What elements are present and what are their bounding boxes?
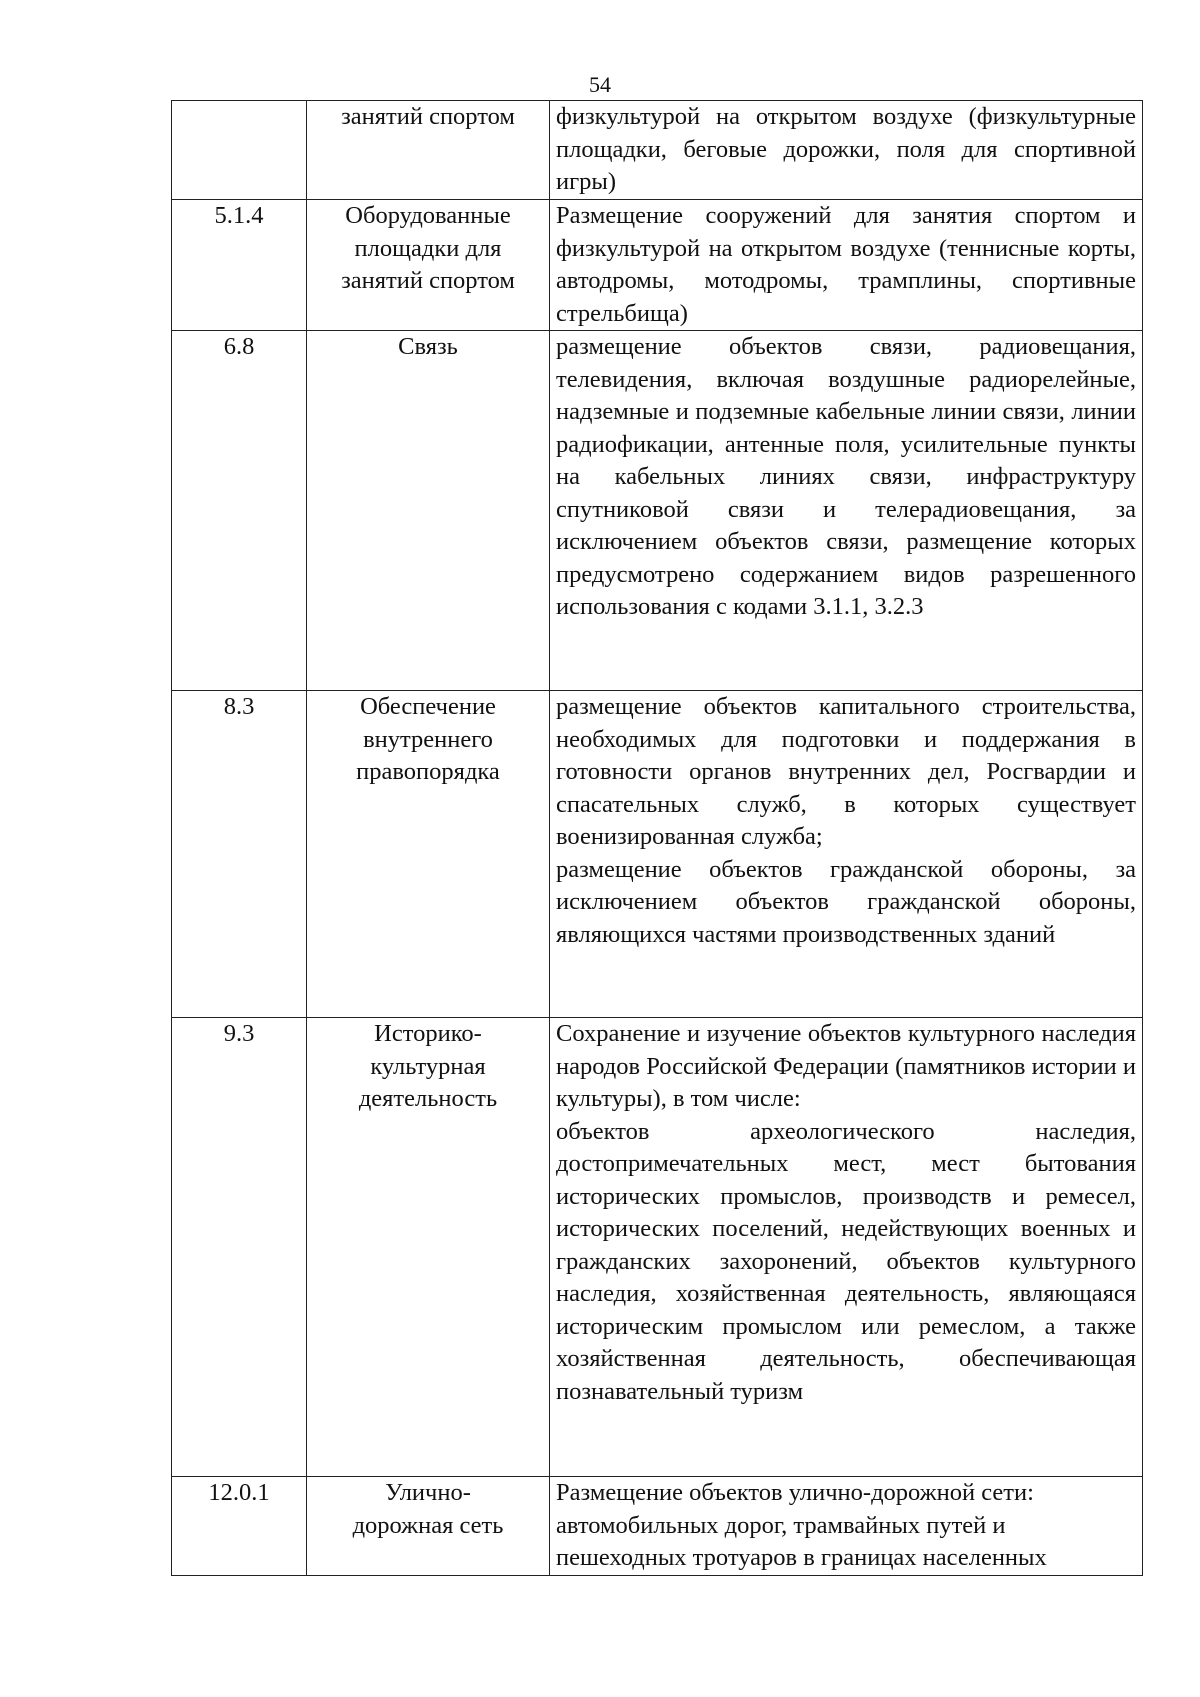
description-paragraph: размещение объектов связи, радиовещания, телевидения, включая воздушные радиорелейные, надземные и подземные кабельные линии связи, линии радиофикации, антенные поля, усилительные пункты на кабельных линиях связи, инфраструктуру спутниковой связи и телерадиовещания, за исключением объектов связи, размещение которых предусмотрено содержанием видов разрешенного использования с кодами 3.1.1, 3.2.3 [556, 333, 1136, 620]
code-cell: 12.0.1 [172, 1477, 307, 1576]
name-cell [307, 1477, 550, 1576]
name-line: занятий спортом [341, 103, 515, 130]
name-line: правопорядка [356, 758, 500, 785]
name-line: занятий спортом [341, 267, 515, 294]
name-line: Оборудованные [345, 202, 511, 229]
table-row [172, 691, 1143, 1018]
name-cell [307, 200, 550, 331]
name-cell [307, 101, 550, 200]
name-line: культурная [370, 1052, 486, 1080]
description-line: Размещение объектов улично-дорожной сети: [556, 1479, 1034, 1506]
land-use-table [171, 100, 1143, 1576]
table-row [172, 1018, 1143, 1477]
description-paragraph: размещение объектов капитального строительства, необходимых для подготовки и поддержания в готовности органов внутренних дел, Росгвардии и спасательных служб, в которых существует военизированная служба; [556, 693, 1136, 850]
description-paragraph: Сохранение и изучение объектов культурного наследия народов Российской Федерации (памятников истории и культуры), в том числе: [556, 1020, 1136, 1112]
description-line: пешеходных тротуаров в границах населенных [556, 1544, 1047, 1571]
table-row [172, 331, 1143, 691]
name-line: Обеспечение [360, 693, 496, 720]
name-cell [307, 691, 550, 1018]
code-cell [172, 101, 307, 200]
description-paragraph: размещение объектов гражданской обороны, за исключением объектов гражданской обороны, являющихся частями производственных зданий [556, 855, 1136, 948]
name-line: деятельность [358, 1085, 498, 1112]
table-row [172, 1477, 1143, 1576]
name-cell [307, 331, 550, 691]
name-line: внутреннего [363, 725, 493, 753]
code-cell: 9.3 [172, 1018, 307, 1477]
description-cell [550, 691, 1143, 1018]
code-cell: 8.3 [172, 691, 307, 1018]
name-line: дорожная сеть [352, 1511, 504, 1539]
table-row [172, 200, 1143, 331]
description-line: автомобильных дорог, трамвайных путей и [556, 1511, 1006, 1539]
name-line: Историко- [374, 1020, 482, 1047]
description-cell [550, 101, 1143, 200]
description-paragraph: физкультурой на открытом воздухе (физкультурные площадки, беговые дорожки, поля для спортивной игры) [556, 103, 1136, 195]
description-cell [550, 1018, 1143, 1477]
description-paragraph: Размещение сооружений для занятия спортом и физкультурой на открытом воздухе (теннисные корты, автодромы, мотодромы, трамплины, спортивные стрельбища) [556, 202, 1136, 327]
description-cell [550, 1477, 1143, 1576]
name-line: Связь [398, 333, 458, 360]
code-cell: 6.8 [172, 331, 307, 691]
description-paragraph: объектов археологического наследия, достопримечательных мест, мест бытования исторических промыслов, производств и ремесел, исторических поселений, недействующих военных и гражданских захоронений, объектов культурного наследия, хозяйственная деятельность, являющаяся историческим промыслом или ремеслом, а также хозяйственная деятельность, обеспечивающая познавательный туризм [556, 1117, 1136, 1405]
name-cell [307, 1018, 550, 1477]
name-line: площадки для [354, 234, 502, 262]
table-row [172, 101, 1143, 200]
name-line: Улично- [385, 1479, 471, 1506]
description-cell [550, 200, 1143, 331]
page-number: 54 [589, 72, 611, 97]
code-cell: 5.1.4 [172, 200, 307, 331]
description-cell [550, 331, 1143, 691]
